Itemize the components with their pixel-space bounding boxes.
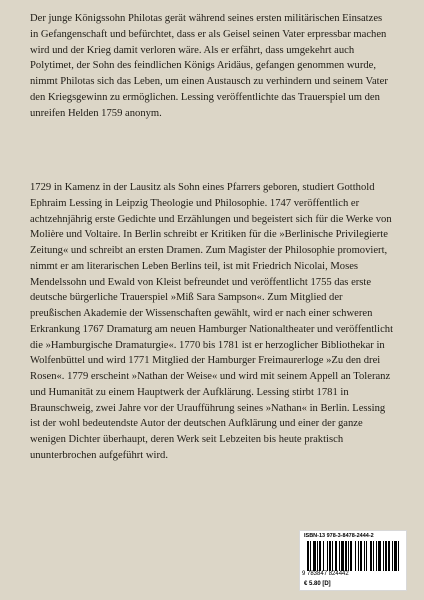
price-label: € 5.80 [D] [304, 581, 331, 587]
barcode-bar [307, 541, 309, 571]
barcode-bars [306, 541, 402, 571]
barcode-bar [317, 541, 318, 571]
barcode-bar [383, 541, 384, 571]
author-biography-paragraph: 1729 in Kamenz in der Lausitz als Sohn eines Pfarrers geboren, studiert Gotthold Ephraim Lessing in Leipzig Theologie und Philosophie. 1747 veröffentlich er achtzehnjährig erste Gedichte und Erzählungen und begeistert sich für die Werke von Molière und Voltaire. In Berlin schreibt er Kritiken für die »Berlinische Privilegierte Zeitung« und schreibt an ersten Dramen. Zum Magister der Philosophie promoviert, nimmt er am literarischen Leben Berlins teil, ist mit Friedrich Nicolai, Moses Mendelssohn und Ewald von Kleist befreundet und veröffentlicht 1755 das erste deutsche bürgerliche Trauerspiel »Miß Sara Sampson«. Zum Mitglied der preußischen Akademie der Wissenschaften gewählt, wird er nach einer schweren Erkrankung 1767 Dramaturg am neuen Hamburger Nationaltheater und veröffentlicht die »Hamburgische Dramaturgie«. 1770 bis 1781 ist er herzoglicher Bibliothekar in Wolfenbüttel und wird 1771 Mitglied der Hamburger Freimaurerloge »Zu den drei Rosen«. 1779 erscheint »Nathan der Weise« und wird mit seinem Appell an Toleranz und Humanität zu einem Hauptwerk der Aufklärung. Lessing stirbt 1781 in Braunschweig, zwei Jahre vor der Uraufführung seines »Nathan« in Berlin. Lessing ist der wohl bedeutendste Autor der deutschen Aufklärung und einer der ganze wenigen Dichter überhaupt, deren Werk seit Lebzeiten bis heute praktisch ununterbrochen aufgeführt wird. [30, 182, 394, 461]
barcode-bar [373, 541, 374, 571]
barcode-bar [398, 541, 399, 571]
barcode-bar [319, 541, 321, 571]
barcode-bar [378, 541, 381, 571]
isbn-number: ISBN-13 978-3-8478-2444-2 [304, 533, 374, 539]
barcode-bar [355, 541, 356, 571]
barcode-bar [388, 541, 390, 571]
barcode-bar [366, 541, 367, 571]
barcode-bar [323, 541, 324, 571]
barcode-bar [350, 541, 352, 571]
barcode-bar [385, 541, 387, 571]
barcode-bar [358, 541, 359, 571]
barcode-bar [329, 541, 331, 571]
barcode-bar [394, 541, 397, 571]
barcode-bar [339, 541, 340, 571]
barcode-bar [332, 541, 333, 571]
barcode-bar [370, 541, 372, 571]
barcode-bar [348, 541, 349, 571]
barcode-bar [310, 541, 311, 571]
barcode-label [299, 530, 407, 591]
barcode-digits: 9 783847 824442 [302, 571, 349, 577]
barcode-bar [376, 541, 377, 571]
barcode-bar [341, 541, 344, 571]
barcode-bar [313, 541, 316, 571]
synopsis-paragraph: Der junge Königssohn Philotas gerät während seines ersten militärischen Einsatzes in Gefangenschaft und befürchtet, dass er als Geisel seinen Vater erpressbar machen wird und der Krieg damit verloren wäre. Als er erfährt, dass umgekehrt auch Polytimet, der Sohn des feindlichen Königs Aridäus, gefangen genommen wurde, nimmt Philotas sich das Leben, um einen Austausch zu verhindern und seinem Vater den Kriegsgewinn zu ermöglichen. Lessing veröffentlichte das Trauerspiel um den unreifen Helden 1759 anonym. [30, 13, 388, 119]
barcode-bar [335, 541, 337, 571]
barcode-bar [392, 541, 393, 571]
barcode-bar [345, 541, 347, 571]
barcode-bar [360, 541, 362, 571]
barcode-bar [327, 541, 328, 571]
barcode-bar [364, 541, 365, 571]
